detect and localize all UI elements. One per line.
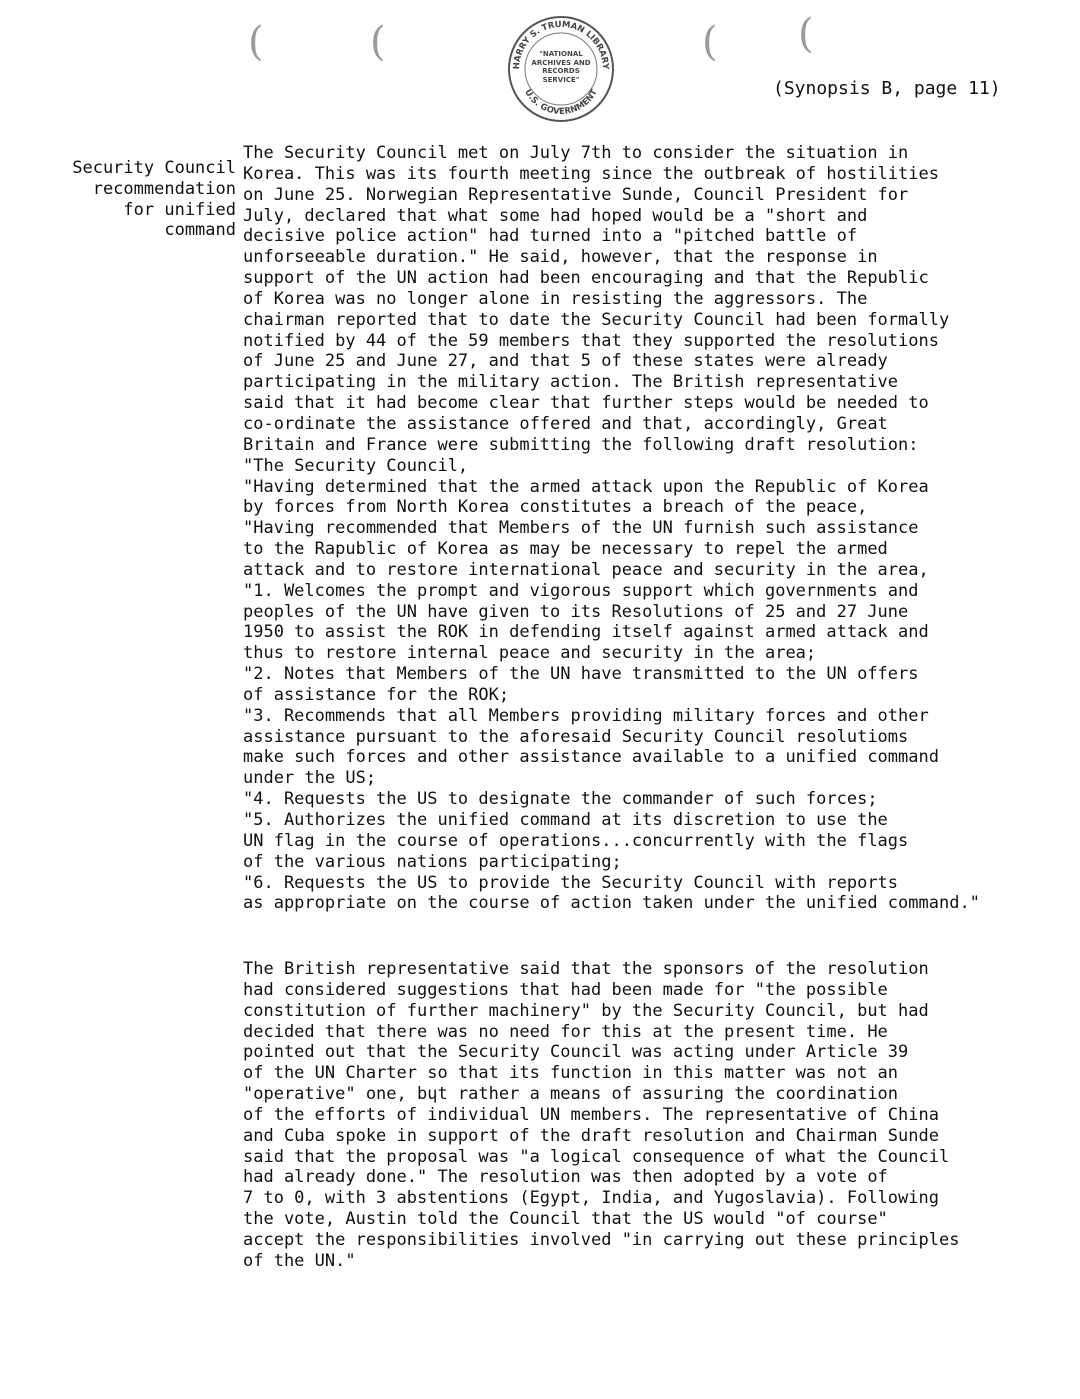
punch-hole-mark: ( <box>798 11 814 57</box>
stamp-bottom-text: U.S. GOVERNMENT <box>522 87 600 118</box>
punch-hole-mark: ( <box>248 19 264 65</box>
library-stamp <box>506 14 616 124</box>
margin-heading: Security Council recommendation for unified command <box>72 158 236 241</box>
page-label: (Synopsis B, page 11) <box>773 78 1001 99</box>
punch-hole-mark: ( <box>370 19 386 65</box>
stamp-ring-text: HARRY S. TRUMAN LIBRARY <box>511 19 611 70</box>
body-paragraph-1: The Security Council met on July 7th to consider the situation in Korea. This was its fourth meeting since the outbreak of hostilities on June 25. Norwegian Representative Sunde, Council President for July, declared that what some had hoped would be a "short and decisive police action" had turned into a "pitched battle of unforseeable duration." He said, however, that the response in support of the UN action had been encouraging and that the Republic of Korea was no longer alone in resisting the aggressors. The chairman reported that to date the Security Council had been formally notified by 44 of the 59 members that they supported the resolutions of June 25 and June 27, and that 5 of these states were already participating in the military action. The British representative said that it had become clear that further steps would be needed to co-ordinate the assistance offered and that, accordingly, Great Britain and France were submitting the following draft resolution: "The Security Council, "Having determined that the armed attack upon the Republic of Korea by forces from North Korea constitutes a breach of the peace, "Having recommended that Members of the UN furnish such assistance to the Rapublic of Korea as may be necessary to repel the armed attack and to restore international peace and security in the area, "1. Welcomes the prompt and vigorous support which governments and peoples of the UN have given to its Resolutions of 25 and 27 June 1950 to assist the ROK in defending itself against armed attack and thus to restore internal peace and security in the area; "2. Notes that Members of the UN have transmitted to the UN offers of assistance for the ROK; "3. Recommends that all Members providing military forces and other assistance pursuant to the aforesaid Security Council resolutioms make such forces and other assistance available to a unified command under the US; "4. Requests the US to designate the commander of such forces; "5. Authorizes the unified command at its discretion to use the UN flag in the course of operations...concurrently with the flags of the various nations participating; "6. Requests the US to provide the Security Council with reports as appropriate on the course of action taken under the unified command." <box>243 143 980 914</box>
stamp-inner-text: "NATIONAL ARCHIVES AND RECORDS SERVICE" <box>531 50 591 84</box>
punch-hole-mark: ( <box>702 19 718 65</box>
body-paragraph-2: The British representative said that the sponsors of the resolution had considered suggestions that had been made for "the possible constitution of further machinery" by the Security Council, but had decided that there was no need for this at the present time. He pointed out that the Security Council was acting under Article 39 of the UN Charter so that its function in this matter was not an "operative" one, bɥt rather a means of assuring the coordination of the efforts of individual UN members. The representative of China and Cuba spoke in support of the draft resolution and Chairman Sunde said that the proposal was "a logical consequence of what the Council had already done." The resolution was then adopted by a vote of 7 to 0, with 3 abstentions (Egypt, India, and Yugoslavia). Following the vote, Austin told the Council that the US would "of course" accept the responsibilities involved "in carrying out these principles of the UN." <box>243 959 960 1271</box>
